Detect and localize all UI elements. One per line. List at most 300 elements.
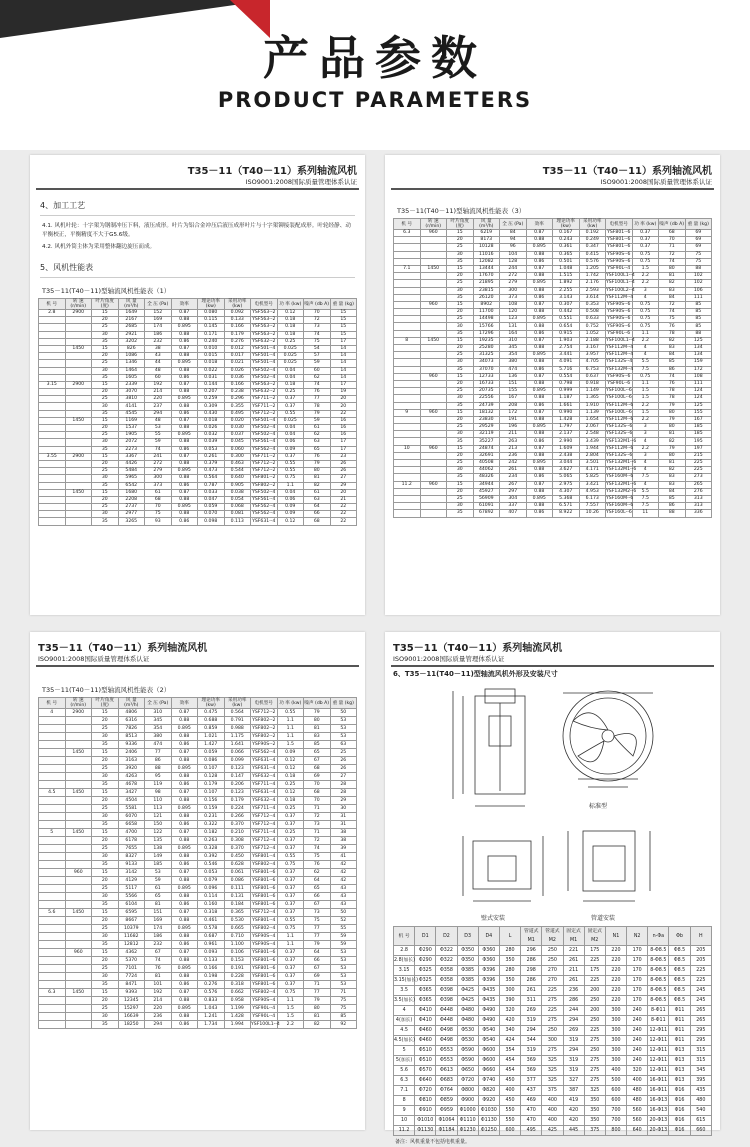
table-cell: Φ8.5 [669, 966, 690, 976]
table-cell: 1.661 [553, 402, 580, 409]
table-cell: 16-Φ11 [648, 1086, 669, 1096]
table-cell: 75 [330, 997, 357, 1005]
table-cell: 0.266 [224, 813, 251, 821]
table-cell: 15 [92, 789, 119, 797]
table-cell: 175 [584, 946, 605, 956]
table-cell: 325 [542, 1066, 563, 1076]
table-cell: 0.025 [277, 353, 304, 360]
table-cell: 3070 [118, 389, 145, 396]
table-cell [39, 901, 66, 909]
table-cell: 25 [447, 244, 474, 251]
table-cell: 170 [627, 996, 648, 1006]
table-cell: 35 [447, 438, 474, 445]
table-row [394, 996, 712, 1006]
table-row [394, 373, 712, 380]
table-cell: 250 [584, 1046, 605, 1056]
table-cell: 0.895 [171, 925, 198, 933]
table-cell: 0.88 [526, 237, 553, 244]
table-cell: Φ650 [457, 1066, 478, 1076]
table-cell: 400 [605, 1066, 626, 1076]
table-cell: 25 [92, 805, 119, 813]
table-cell: 319 [563, 1066, 584, 1076]
table-row [394, 976, 712, 986]
table-cell: 18250 [118, 1021, 145, 1029]
table-cell: 170 [627, 956, 648, 966]
table-cell: YSF90L--6 [607, 381, 631, 387]
table-cell [39, 869, 66, 877]
table-cell: 20 [92, 353, 119, 360]
table-cell: YSF561--4 [252, 439, 276, 445]
table-cell: 0.895 [526, 352, 553, 359]
column-header: 转 速 (r/min) [420, 219, 447, 230]
table3-title: T35－11(T40－11)型轴流风机性能表（3） [397, 207, 526, 215]
table-cell: 81 [659, 431, 686, 438]
table-cell [39, 885, 66, 893]
table-cell: 0.55 [277, 917, 304, 925]
table-cell: 0.061 [224, 869, 251, 877]
table-cell: 220 [605, 966, 626, 976]
table-cell [394, 395, 421, 402]
table-cell: 77 [304, 989, 331, 997]
table-cell: 30 [447, 503, 474, 510]
table-cell: 5.6 [39, 909, 66, 917]
table-cell: 236 [500, 452, 527, 459]
table-cell: 79 [659, 402, 686, 409]
table-cell [420, 330, 447, 337]
table-cell: 9393 [118, 989, 145, 997]
table-cell: 67 [145, 949, 172, 957]
table-cell: 0.106 [224, 949, 251, 957]
table-cell: 0.87 [526, 373, 553, 380]
table-cell: 325 [584, 1086, 605, 1096]
table-cell: 2.2 [632, 445, 659, 452]
table-cell: 3810 [118, 396, 145, 403]
table-cell: 192 [145, 381, 172, 388]
table-cell: 0.88 [171, 475, 198, 482]
table-cell: 244 [500, 265, 527, 272]
table-cell: 3.627 [553, 467, 580, 474]
column-header: 全 压 (Pa) [145, 299, 172, 310]
table-cell: 4.705 [579, 359, 606, 366]
table-cell: 72 [659, 301, 686, 308]
table-cell: YSF802--4 [252, 926, 276, 931]
table-cell: 53 [330, 717, 357, 725]
table-cell [39, 965, 66, 973]
table-row [394, 431, 712, 438]
table-cell: 25 [92, 845, 119, 853]
table-cell: 0.179 [224, 797, 251, 805]
table-cell: 325 [542, 1076, 563, 1086]
table-cell: YSF112M--4 [606, 345, 634, 351]
table-cell: 2921 [118, 331, 145, 338]
table-cell: 2.754 [553, 345, 580, 352]
table-cell: 76 [304, 453, 331, 460]
table-cell: 225 [584, 956, 605, 966]
column-header: 机 号 [39, 299, 66, 310]
label-standard-type: 标准型 [589, 803, 608, 810]
table-cell: YSF100L--6 [606, 395, 632, 401]
table-row [394, 316, 712, 323]
table-cell: 4 [632, 294, 659, 301]
table-cell: 400 [627, 1076, 648, 1086]
table-cell [394, 280, 421, 287]
table-row [39, 933, 357, 941]
column-header: D2 [436, 927, 457, 946]
table-cell: 85 [659, 359, 686, 366]
table-cell: Φ13 [669, 1046, 690, 1056]
table-cell: 4.5 [39, 789, 66, 797]
table-cell: 191 [500, 416, 527, 423]
table-cell: 124 [685, 388, 712, 395]
table-cell: Φ540 [478, 1036, 499, 1046]
table-cell: 0.75 [632, 316, 659, 323]
table-cell: Φ590 [457, 1046, 478, 1056]
table-cell: 75 [304, 917, 331, 925]
table-cell: YSF132M2--6 [606, 488, 637, 494]
table-cell: 59 [304, 417, 331, 424]
title-english: PRODUCT PARAMETERS [217, 88, 533, 112]
table-cell [39, 489, 66, 496]
table-cell: 272 [500, 273, 527, 280]
table-cell: 31 [330, 821, 357, 829]
table-cell: 94 [500, 237, 527, 244]
table-cell: 30 [447, 431, 474, 438]
table-cell: Φ435 [478, 996, 499, 1006]
table-cell [420, 474, 447, 481]
table-row [39, 468, 357, 475]
table-cell: 960 [65, 949, 92, 957]
table-cell: 2339 [118, 381, 145, 388]
table-cell: YSF90S--6 [607, 301, 631, 307]
table-cell [420, 258, 447, 265]
table-cell: 15 [447, 409, 474, 416]
table-cell: 8 [394, 337, 421, 344]
table-cell: Φ1130 [415, 1126, 436, 1136]
table-cell: 1.139 [579, 409, 606, 416]
table-row [39, 845, 357, 853]
table-cell: 167 [685, 416, 712, 423]
table-cell: YSF712--2 [252, 461, 276, 467]
table-cell: 0.640 [224, 475, 251, 482]
table-row [394, 986, 712, 996]
table-cell: 42 [330, 877, 357, 885]
table-cell: 279 [145, 468, 172, 475]
table-cell: 71 [659, 244, 686, 251]
table-cell: 0.87 [526, 301, 553, 308]
table-cell: 300 [499, 986, 520, 996]
table-cell: 35 [92, 446, 119, 453]
table-cell: 0.88 [171, 877, 198, 885]
table-row [394, 380, 712, 387]
table-cell: 0.128 [198, 773, 225, 781]
table-cell: YSF100L--6 [606, 388, 632, 394]
table-cell: 0.544 [224, 468, 251, 475]
table-row [394, 438, 712, 445]
table-cell: 0.55 [277, 468, 304, 475]
table-cell: Φ358 [436, 966, 457, 976]
table-cell: 1.734 [198, 1021, 225, 1029]
table-cell: 12-Φ11 [648, 1026, 669, 1036]
table-cell [65, 893, 92, 901]
table-cell: 8-Φ8.5 [648, 986, 669, 996]
table-cell: 550 [499, 1116, 520, 1126]
table-cell: 71 [304, 805, 331, 813]
table-cell: 0.012 [224, 345, 251, 352]
table-cell: 220 [605, 976, 626, 986]
table-cell: 0.392 [198, 853, 225, 861]
table-cell: 4 [632, 460, 659, 467]
table-cell: 75 [304, 338, 331, 345]
table-cell: 0.37 [277, 981, 304, 989]
table-cell: 500 [605, 1076, 626, 1086]
table-cell: 85 [685, 316, 712, 323]
table-cell: 0.059 [198, 504, 225, 511]
table-cell: 5581 [118, 805, 145, 813]
table-cell: 0.37 [277, 893, 304, 901]
table-cell: 5.5 [632, 359, 659, 366]
table-cell: Φ11 [669, 1036, 690, 1046]
table-cell: 197 [685, 445, 712, 452]
table-cell: Φ540 [478, 1026, 499, 1036]
table-row [39, 353, 357, 360]
table-cell: 0.04 [277, 489, 304, 496]
table-cell: Φ490 [478, 1016, 499, 1026]
table-cell: 4.5(加长) [394, 1036, 415, 1046]
table-cell: 300 [605, 1036, 626, 1046]
table-cell: 0.010 [198, 345, 225, 352]
table-cell: Φ385 [457, 966, 478, 976]
table-cell: 0.240 [198, 338, 225, 345]
table-cell: 66 [304, 511, 331, 518]
table-cell: 30 [92, 853, 119, 861]
table-cell: 1.654 [579, 416, 606, 423]
table-cell: 82 [304, 1021, 331, 1029]
table-cell: 78 [659, 388, 686, 395]
table-cell: 125 [685, 402, 712, 409]
table-cell [394, 402, 421, 409]
table-cell: 15 [447, 481, 474, 488]
table-cell: 0.798 [553, 380, 580, 387]
table-cell: 240 [627, 1036, 648, 1046]
table-cell: 25 [92, 468, 119, 475]
table-row [394, 273, 712, 280]
table-cell: 1346 [118, 360, 145, 367]
table-cell: 0.688 [198, 717, 225, 725]
table-cell: 20 [447, 237, 474, 244]
table-cell: Φ600 [478, 1046, 499, 1056]
table-cell: 67 [304, 757, 331, 765]
table-cell: Φ510 [415, 1056, 436, 1066]
column-header: n-Φa [648, 927, 669, 946]
table-cell: 3.421 [579, 481, 606, 488]
table-cell: 345 [500, 345, 527, 352]
table-cell: 30 [447, 287, 474, 294]
table-cell: 0.88 [171, 997, 198, 1005]
table-cell: 267 [500, 481, 527, 488]
table-cell [39, 396, 66, 403]
table-cell: Φ900 [457, 1096, 478, 1106]
table-cell: 20 [330, 489, 357, 496]
table-cell: 0.87 [171, 310, 198, 317]
table-cell: 265 [690, 1006, 711, 1016]
table-cell [394, 301, 421, 308]
table-row [39, 717, 357, 725]
table-cell: 350 [584, 1116, 605, 1126]
table-cell: 0.361 [553, 244, 580, 251]
table-cell: 0.576 [579, 258, 606, 265]
table-cell: 8471 [118, 981, 145, 989]
table-cell: 67 [304, 965, 331, 973]
table-row [39, 989, 357, 997]
table-cell [394, 309, 421, 316]
table-cell [65, 797, 92, 805]
table-cell: 12812 [118, 941, 145, 949]
table-cell: 0.88 [171, 439, 198, 446]
table-cell: 297 [500, 488, 527, 495]
table-cell: 2.8(加长) [394, 956, 415, 966]
table-cell: 435 [690, 1086, 711, 1096]
table-cell: 74 [304, 331, 331, 338]
table-cell: 0.86 [171, 981, 198, 989]
table-cell: 25 [447, 495, 474, 502]
table-cell: 273 [685, 474, 712, 481]
table-cell: 8327 [118, 853, 145, 861]
table-row [39, 389, 357, 396]
table-cell: 27 [330, 773, 357, 781]
section-performance-heading: 5、风机性能表 [40, 258, 355, 278]
table-cell: 63 [304, 439, 331, 446]
table-cell: 22 [330, 410, 357, 417]
table-cell: 0.033 [198, 489, 225, 496]
panel-title: T35－11（T40－11）系列轴流风机 [187, 166, 357, 177]
table-cell: 25 [447, 460, 474, 467]
table-cell: YSF132S--6 [606, 431, 633, 437]
table-cell: 1.5 [632, 265, 659, 272]
table-cell [39, 1005, 66, 1013]
table-cell: 0.75 [277, 925, 304, 933]
column-header: D1 [415, 927, 436, 946]
table-cell: 0.365 [224, 909, 251, 917]
table-cell: 0.88 [171, 933, 198, 941]
table-cell: 3 [632, 452, 659, 459]
table-cell: 17296 [473, 330, 500, 337]
table-cell: 0.37 [277, 901, 304, 909]
table-cell: 1464 [118, 367, 145, 374]
table-cell: 20 [330, 396, 357, 403]
table-cell: 0.88 [526, 251, 553, 258]
table-cell: 104 [500, 251, 527, 258]
table-cell: 0.75 [632, 373, 659, 380]
table-cell: 78 [659, 395, 686, 402]
table-cell [65, 410, 92, 417]
table-cell: 250 [542, 956, 563, 966]
table-cell: 1.199 [224, 1005, 251, 1013]
table-cell: 286 [563, 996, 584, 1006]
table-cell: Φ360 [478, 956, 499, 966]
table-cell: 7.5 [632, 474, 659, 481]
table-cell: 48326 [473, 474, 500, 481]
table-cell: 1.365 [579, 395, 606, 402]
table-cell [39, 781, 66, 789]
table-cell: 0.88 [171, 917, 198, 925]
table-cell: 83 [304, 733, 331, 741]
table-cell: 214 [145, 389, 172, 396]
table-cell: 0.88 [171, 425, 198, 432]
table-cell: 0.628 [224, 861, 251, 869]
table-cell: 35 [92, 781, 119, 789]
table-cell: 0.895 [526, 495, 553, 502]
table-row [394, 1046, 712, 1056]
table-cell: 7724 [118, 973, 145, 981]
table-cell: 0.88 [526, 431, 553, 438]
table-cell: 300 [500, 287, 527, 294]
table-cell: 81 [659, 460, 686, 467]
table-cell: YSF801--2 [252, 475, 276, 481]
table-cell: Φ764 [436, 1086, 457, 1096]
table-cell: 44 [145, 360, 172, 367]
table-row [394, 1126, 712, 1136]
table-cell: 700 [605, 1116, 626, 1126]
table-cell: 1649 [118, 310, 145, 317]
table-cell: 0.87 [171, 417, 198, 424]
table-cell: 77 [304, 396, 331, 403]
table-cell: 373 [145, 482, 172, 489]
table-cell: 71 [304, 981, 331, 989]
table-cell: 0.053 [198, 446, 225, 453]
page-header [0, 0, 750, 150]
table-cell: 474 [500, 366, 527, 373]
table-cell: 0.37 [277, 949, 304, 957]
table-cell: 0.210 [224, 829, 251, 837]
table-cell: 0.18 [277, 331, 304, 338]
table-cell: 0.054 [224, 496, 251, 503]
table-cell: 83 [659, 287, 686, 294]
table-cell [65, 518, 92, 525]
table-cell: YSF90L--4 [252, 1014, 276, 1019]
table-cell: 0.55 [277, 460, 304, 467]
table-cell: 600 [605, 1086, 626, 1096]
table-cell: Φ800 [457, 1086, 478, 1096]
table-cell: 0.25 [277, 389, 304, 396]
table-cell: 354 [499, 1046, 520, 1056]
table-cell: 2.2 [632, 280, 659, 287]
table-cell: 3.441 [553, 352, 580, 359]
column-header: 理论功率 (kw) [198, 698, 225, 709]
table-row [39, 909, 357, 917]
table-cell: 0.990 [553, 409, 580, 416]
table-cell: 1.1 [632, 380, 659, 387]
table-cell: 35 [92, 338, 119, 345]
table-cell: 960 [65, 869, 92, 877]
table-cell: YSF802--2 [252, 726, 276, 731]
table-cell [65, 933, 92, 941]
table-cell: 2737 [118, 504, 145, 511]
table-cell: 0.895 [171, 965, 198, 973]
table-cell: 2.2 [632, 273, 659, 280]
table-cell: 35 [92, 1021, 119, 1029]
table-cell: 30 [447, 467, 474, 474]
table-cell: Φ660 [478, 1066, 499, 1076]
table-cell: 61 [304, 489, 331, 496]
table-cell: 0.501 [553, 258, 580, 265]
table-cell: 0.88 [526, 380, 553, 387]
table-cell: 6.753 [579, 366, 606, 373]
table-cell: 0.037 [224, 432, 251, 439]
panel-title: T35－11（T40－11）系列轴流风机 [542, 166, 712, 177]
table-cell: 600 [499, 1126, 520, 1136]
table-cell: 48 [145, 367, 172, 374]
table-cell: 30 [447, 251, 474, 258]
